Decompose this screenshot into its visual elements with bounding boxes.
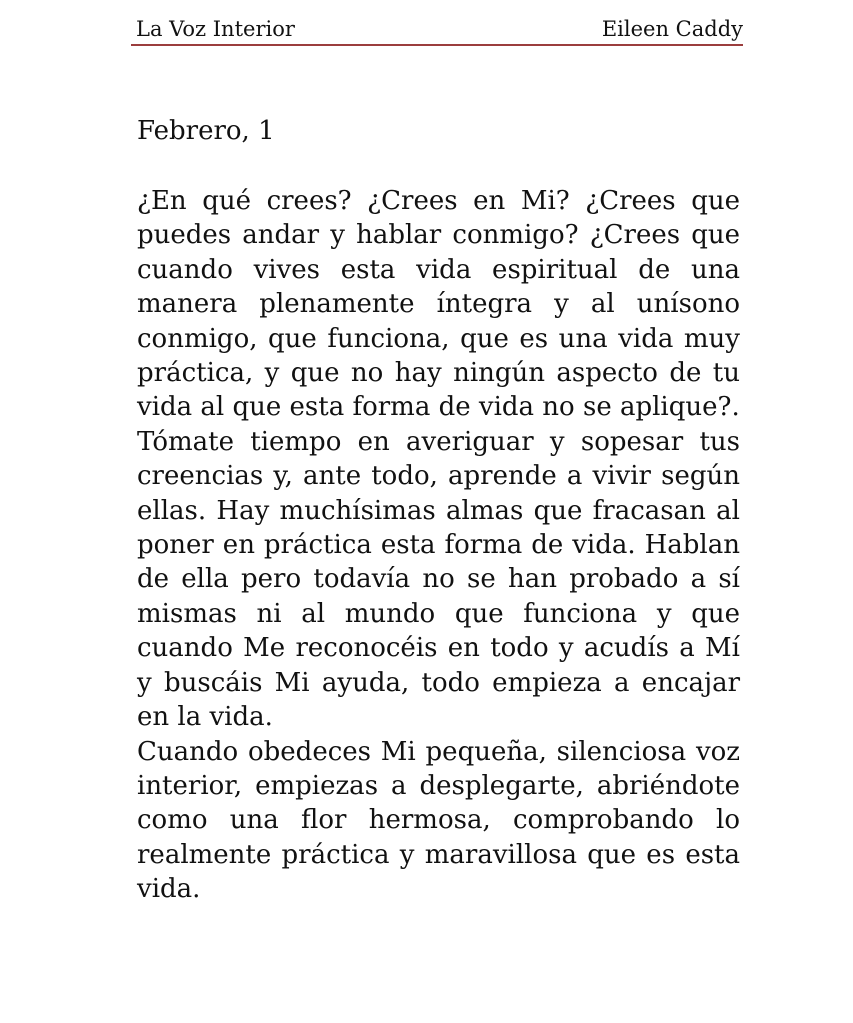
entry-date: Febrero, 1 (137, 116, 275, 146)
header-divider (131, 44, 743, 46)
entry-body (137, 184, 740, 907)
paragraph-1: ¿En qué crees? ¿Crees en Mi? ¿Crees que puedes andar y hablar conmigo? ¿Crees que cuando vives esta vida espiritual de una manera plenamente íntegra y al unísono conmigo, que funciona, que es una vida muy práctica, y que no hay ningún aspecto de tu vida al que esta forma de vida no se aplique?. (137, 186, 740, 423)
book-title: La Voz Interior (136, 17, 295, 41)
page-header (136, 14, 743, 44)
paragraph-3: Cuando obedeces Mi pequeña, silenciosa voz interior, empiezas a desplegarte, abriéndote como una flor hermosa, comprobando lo realmente práctica y maravillosa que es esta vida. (137, 736, 740, 905)
book-author: Eileen Caddy (601, 17, 743, 41)
paragraph-2: Tómate tiempo en averiguar y sopesar tus creencias y, ante todo, aprende a vivir según ellas. Hay muchísimas almas que fracasan al poner en práctica esta forma de vida. Hablan de ella pero todavía no se han probado a sí mismas ni al mundo que funciona y que cuando Me reconocéis en todo y acudís a Mí y buscáis Mi ayuda, todo empieza a encajar en la vida. (137, 426, 740, 733)
